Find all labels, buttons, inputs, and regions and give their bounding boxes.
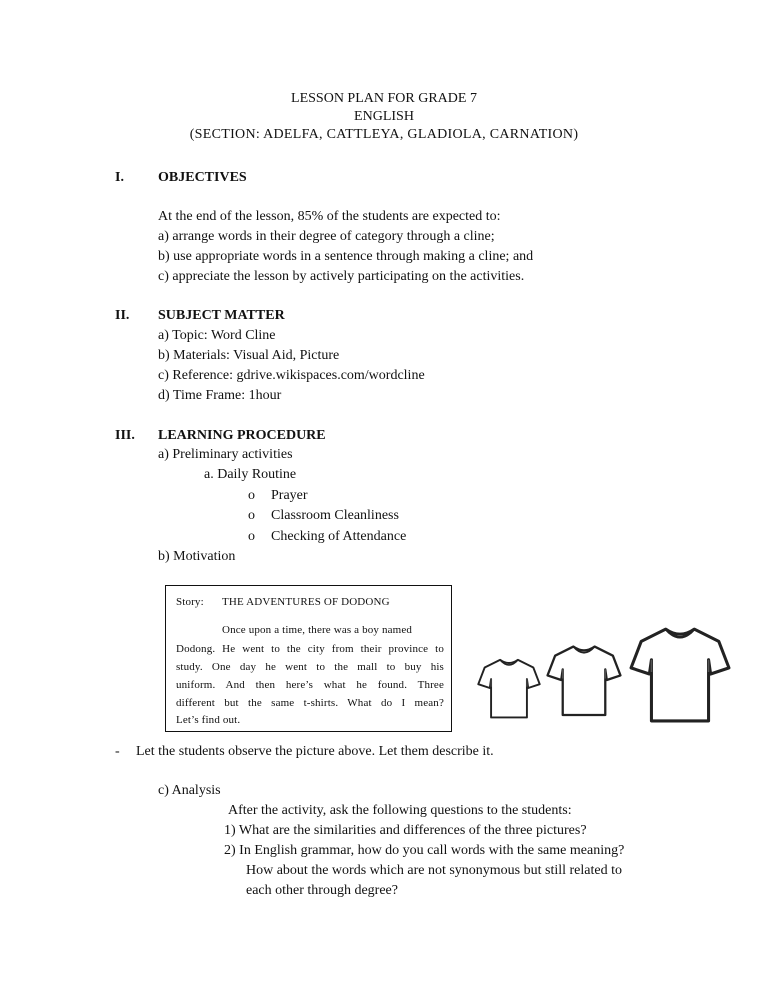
preliminary-activities: a) Preliminary activities xyxy=(158,447,293,462)
analysis-intro: After the activity, ask the following questions to the students: xyxy=(228,803,572,818)
story-line: Dodong. He went to the city from their province to xyxy=(176,643,444,655)
analysis-question: 1) What are the similarities and differences of the three pictures? xyxy=(224,823,587,838)
story-box xyxy=(165,585,452,732)
routine-item: Classroom Cleanliness xyxy=(271,508,399,523)
analysis-question-cont: How about the words which are not synonymous but still related to xyxy=(246,863,622,878)
observe-dash: - xyxy=(115,744,120,759)
story-title: THE ADVENTURES OF DODONG xyxy=(222,596,390,608)
objectives-numeral: I. xyxy=(115,170,124,185)
doc-sections: (SECTION: ADELFA, CATTLEYA, GLADIOLA, CARNATION) xyxy=(189,127,579,142)
tshirt-large-icon xyxy=(628,623,732,725)
story-line: different but the same t-shirts. What do I mean? xyxy=(176,697,444,709)
story-label: Story: xyxy=(176,596,204,608)
tshirt-small-icon xyxy=(477,655,541,721)
objective-item: c) appreciate the lesson by actively participating on the activities. xyxy=(158,269,525,284)
routine-item: Prayer xyxy=(271,488,308,503)
daily-routine: a. Daily Routine xyxy=(204,467,297,482)
routine-item: Checking of Attendance xyxy=(271,529,407,544)
observe-instruction: Let the students observe the picture above. Let them describe it. xyxy=(136,744,494,759)
subject-matter-numeral: II. xyxy=(115,308,130,323)
doc-subject: ENGLISH xyxy=(354,109,414,124)
analysis-question-cont: each other through degree? xyxy=(246,883,398,898)
objective-item: b) use appropriate words in a sentence through making a cline; and xyxy=(158,249,534,264)
subject-matter-heading: SUBJECT MATTER xyxy=(158,308,285,323)
subject-matter-item: a) Topic: Word Cline xyxy=(158,328,276,343)
motivation: b) Motivation xyxy=(158,549,236,564)
bullet-icon: o xyxy=(248,488,255,503)
analysis-question: 2) In English grammar, how do you call words with the same meaning? xyxy=(224,843,625,858)
subject-matter-item: c) Reference: gdrive.wikispaces.com/wordcline xyxy=(158,368,425,383)
doc-title: LESSON PLAN FOR GRADE 7 xyxy=(291,91,477,106)
procedure-heading: LEARNING PROCEDURE xyxy=(158,428,326,443)
story-line: Once upon a time, there was a boy named xyxy=(222,624,413,636)
subject-matter-item: b) Materials: Visual Aid, Picture xyxy=(158,348,340,363)
objective-item: a) arrange words in their degree of category through a cline; xyxy=(158,229,495,244)
subject-matter-item: d) Time Frame: 1hour xyxy=(158,388,282,403)
tshirt-medium-icon xyxy=(546,640,622,720)
bullet-icon: o xyxy=(248,508,255,523)
bullet-icon: o xyxy=(248,529,255,544)
story-line: Let’s find out. xyxy=(176,714,241,726)
story-line: uniform. And then here’s what he found. Three xyxy=(176,679,444,691)
objectives-intro: At the end of the lesson, 85% of the students are expected to: xyxy=(158,209,501,224)
analysis-heading: c) Analysis xyxy=(158,783,221,798)
story-line: study. One day he went to the mall to buy his xyxy=(176,661,444,673)
procedure-numeral: III. xyxy=(115,428,135,443)
objectives-heading: OBJECTIVES xyxy=(158,170,247,185)
